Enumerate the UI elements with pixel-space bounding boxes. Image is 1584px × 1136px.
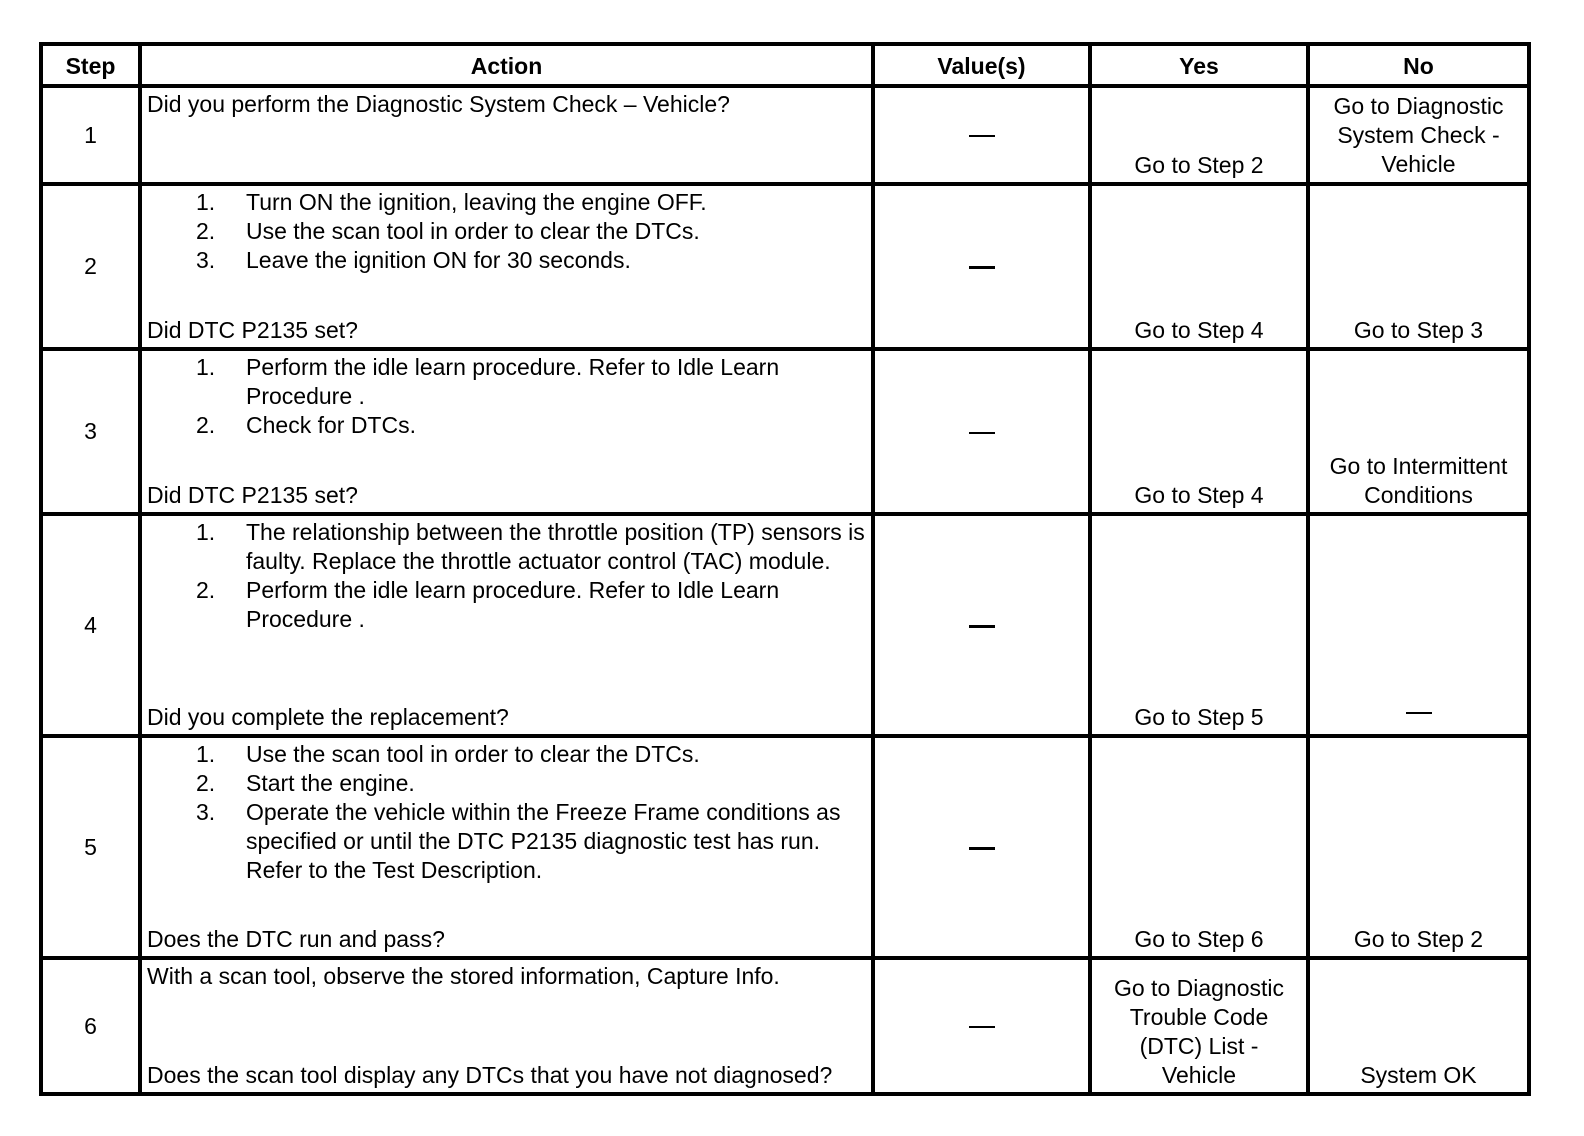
value-dash (969, 432, 995, 434)
no-cell: System OK (1308, 958, 1529, 1094)
yes-cell: Go to Diagnostic Trouble Code (DTC) List - Vehicle (1090, 958, 1308, 1094)
action-cell (140, 514, 873, 736)
value-cell (873, 349, 1090, 514)
action-question: Did DTC P2135 set? (147, 317, 358, 343)
action-question: Did DTC P2135 set? (147, 482, 358, 508)
list-item: 3. Leave the ignition ON for 30 seconds. (196, 247, 631, 273)
action-steps (147, 518, 867, 634)
list-item: 1. Turn ON the ignition, leaving the engine OFF. (196, 189, 707, 215)
header-step: Step (41, 44, 140, 86)
value-cell (873, 184, 1090, 349)
yes-cell: Go to Step 4 (1090, 349, 1308, 514)
list-item: 2. Use the scan tool in order to clear the DTCs. (196, 218, 700, 244)
table-row (41, 958, 1529, 1094)
value-dash (969, 266, 995, 269)
header-row (41, 44, 1529, 86)
yes-cell: Go to Step 2 (1090, 86, 1308, 184)
action-cell (140, 184, 873, 349)
action-question: Does the DTC run and pass? (147, 926, 445, 952)
action-cell (140, 349, 873, 514)
table-row (41, 86, 1529, 184)
diagnostic-table (39, 42, 1531, 1096)
yes-cell: Go to Step 6 (1090, 736, 1308, 958)
value-cell (873, 736, 1090, 958)
action-intro: With a scan tool, observe the stored information, Capture Info. (147, 963, 780, 989)
step-number: 5 (41, 736, 140, 958)
header-values: Value(s) (873, 44, 1090, 86)
step-number: 6 (41, 958, 140, 1094)
list-item: 1. Use the scan tool in order to clear the DTCs. (196, 741, 700, 767)
action-cell (140, 958, 873, 1094)
table-row (41, 349, 1529, 514)
action-cell (140, 86, 873, 184)
header-no: No (1308, 44, 1529, 86)
value-cell (873, 514, 1090, 736)
action-question: Does the scan tool display any DTCs that you have not diagnosed? (147, 1062, 833, 1088)
header-yes: Yes (1090, 44, 1308, 86)
list-item: 2. Perform the idle learn procedure. Refer to Idle Learn Procedure . (196, 577, 780, 632)
step-number: 3 (41, 349, 140, 514)
action-steps (147, 353, 867, 440)
list-item: 2. Start the engine. (196, 770, 415, 796)
action-steps (147, 740, 867, 885)
no-cell: Go to Intermittent Conditions (1308, 349, 1529, 514)
value-dash (969, 1026, 995, 1028)
value-cell (873, 86, 1090, 184)
yes-cell: Go to Step 5 (1090, 514, 1308, 736)
no-dash (1406, 712, 1432, 714)
no-cell: Go to Step 3 (1308, 184, 1529, 349)
value-dash (969, 625, 995, 628)
header-action: Action (140, 44, 873, 86)
yes-cell: Go to Step 4 (1090, 184, 1308, 349)
step-number: 1 (41, 86, 140, 184)
list-item: 3. Operate the vehicle within the Freeze Frame conditions as specified or until the DTC P2135 diagnostic test has run. Refer to the Test Description. (196, 799, 841, 883)
no-cell (1308, 514, 1529, 736)
table-row (41, 514, 1529, 736)
value-dash (969, 135, 995, 137)
step-number: 2 (41, 184, 140, 349)
action-steps (147, 188, 867, 275)
no-cell: Go to Diagnostic System Check - Vehicle (1308, 86, 1529, 184)
no-cell: Go to Step 2 (1308, 736, 1529, 958)
table-row (41, 184, 1529, 349)
list-item: 1. Perform the idle learn procedure. Refer to Idle Learn Procedure . (196, 354, 780, 409)
value-dash (969, 847, 995, 850)
value-cell (873, 958, 1090, 1094)
action-cell (140, 736, 873, 958)
action-question: Did you complete the replacement? (147, 704, 509, 730)
list-item: 1. The relationship between the throttle position (TP) sensors is faulty. Replace the throttle actuator control (TAC) module. (196, 519, 865, 574)
action-intro: Did you perform the Diagnostic System Check – Vehicle? (147, 91, 730, 117)
list-item: 2. Check for DTCs. (196, 412, 416, 438)
step-number: 4 (41, 514, 140, 736)
table-row (41, 736, 1529, 958)
